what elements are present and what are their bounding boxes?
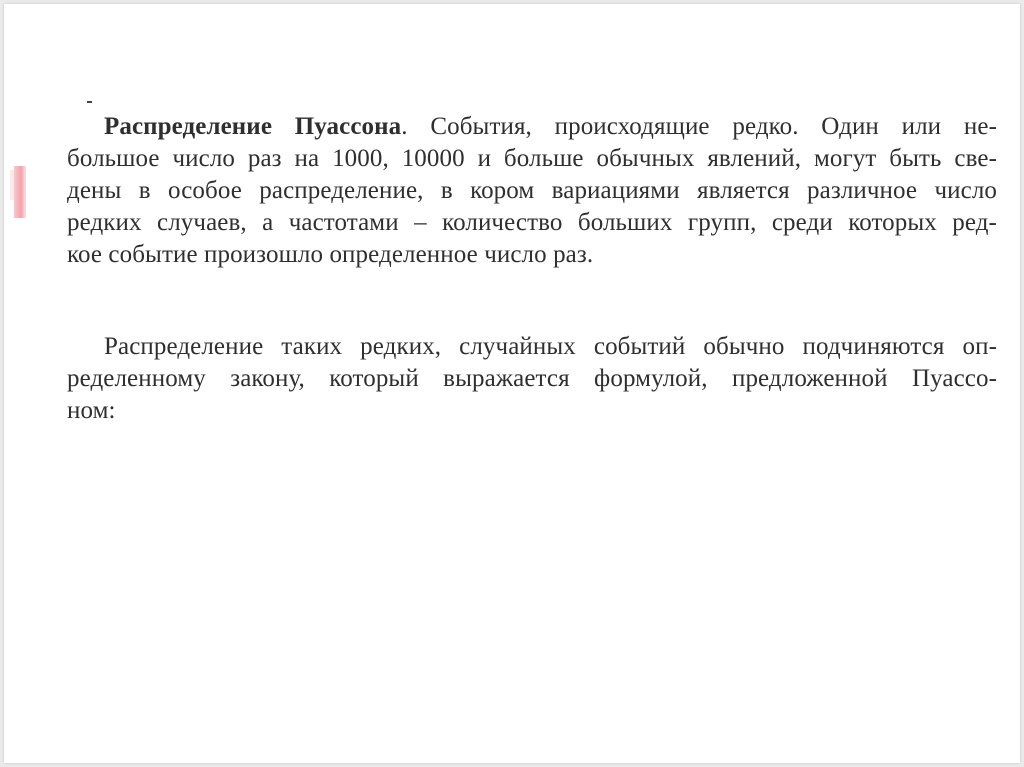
stray-mark: [87, 101, 92, 103]
decorative-accent-mark: [14, 166, 26, 218]
paragraph-poisson-definition: [67, 111, 997, 271]
text-line: [67, 111, 997, 143]
document-page: [4, 4, 1020, 763]
bold-term: Распределение Пуассона: [104, 113, 402, 140]
text-line: Распределение таких редких, случайных событий обычно подчиняются оп-: [104, 333, 997, 360]
text-line: ределенному закону, который выражается формулой, предложенной Пуассо-: [67, 365, 997, 392]
text-line: дены в особое распределение, в кором вариациями является различное число: [67, 177, 997, 204]
text-line: ном:: [67, 397, 116, 424]
text-line: кое событие произошло определенное число раз.: [67, 241, 594, 268]
text-line: большое число раз на 1000, 10000 и больше обычных явлений, могут быть све-: [67, 145, 997, 172]
paragraph-poisson-law: [67, 331, 997, 427]
text-fragment: . События, происходящие редко. Один или не-: [401, 113, 997, 140]
text-line: редких случаев, а частотами – количество больших групп, среди которых ред-: [67, 209, 997, 236]
